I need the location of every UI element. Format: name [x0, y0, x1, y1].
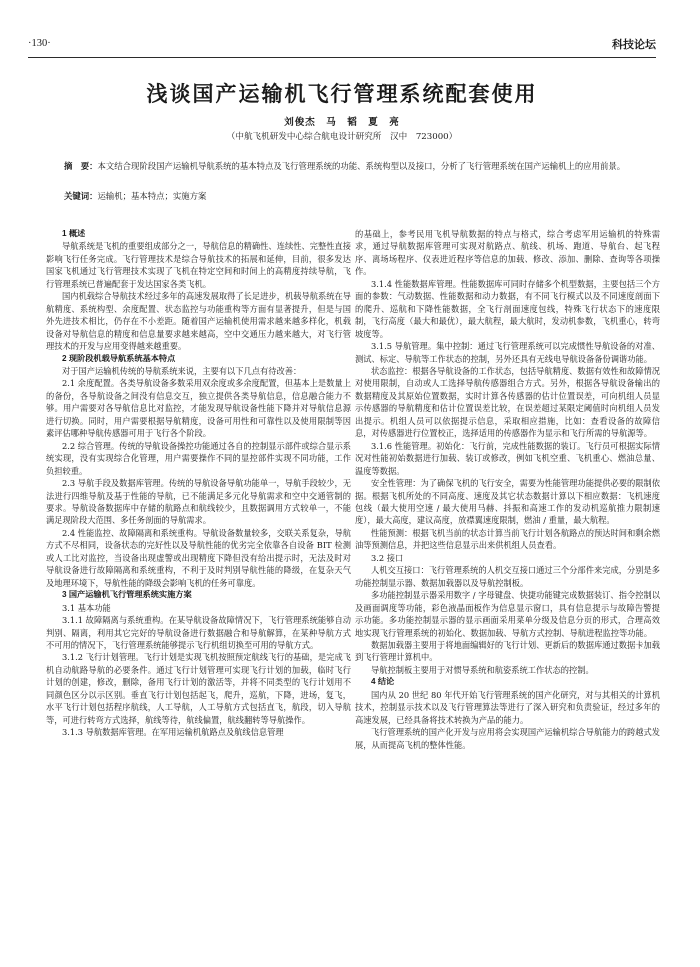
- section-heading: 3 国产运输机飞行管理系统实施方案: [62, 590, 192, 600]
- body-paragraph: 导航控制板主要用于对惯导系统和航姿系统工作状态的控制。: [371, 664, 594, 675]
- page-number: ·130·: [28, 38, 51, 49]
- journal-section-label: 科技论坛: [612, 39, 656, 51]
- body-paragraph: 3.1.6 性能管理。初始化：飞行前，完成性能数据的装订。飞行员可根据实际情况对性能初始数据进行加载、装订或修改，例如飞机空重、飞机重心、燃油总量、温度等数据。: [355, 440, 660, 476]
- body-paragraph: 数据加载器主要用于将地面编辑好的飞行计划、更新后的数据库通过数据卡加载到飞行管理计算机中。: [355, 639, 660, 663]
- body-paragraph: 3.1.5 导航管理。集中控制：通过飞行管理系统可以完成惯性导航设备的对准、测试、标定、导航等工作状态的控制，另外还具有无线电导航设备备份调谐功能。: [355, 341, 660, 364]
- body-paragraph: 安全性管理：为了确保飞机的飞行安全，需要为性能管理功能提供必要的限制依据。根据飞机所处的不同高度、速度及其它状态数据计算以下相应数据：飞机速度包线（最大使用空速 / 最大使用马赫、抖振和高速工作的发动机巡航推力限制速度），最大高度，建议高度，放襟翼速度限制，燃油 / 重量，最大航程。: [355, 478, 660, 526]
- body-paragraph: 多功能控制显示器采用数字 / 字母键盘、快捷功能键完成数据装订、指令控制以及画面调度等功能，彩色液晶面板作为信息显示窗口，具有信息提示与故障告警提示功能。多功能控制显示器的显示画面采用菜单分级及信息分页的形式，合理高效地实现飞行管理系统的初始化、数据加载、导航方式控制、导航进程监控等功能。: [355, 590, 660, 638]
- body-paragraph: 国内从 20 世纪 80 年代开始飞行管理系统的国产化研究，对与其相关的计算机技术，控制显示技术以及飞行管理算法等进行了深入研究和负责验证，经过多年的高速发展，已经具备将技术转换为产品的能力。: [355, 689, 660, 725]
- article-title: 浅谈国产运输机飞行管理系统配套使用: [146, 82, 538, 106]
- section-heading: 4 结论: [371, 677, 395, 687]
- keywords-text: 运输机；基本特点；实施方案: [97, 191, 207, 201]
- body-column-right: [355, 228, 660, 948]
- body-paragraph: 2.1 余度配置。各类导航设备多数采用双余度或多余度配置，但基本上是数量上的备份，各导航设备之间没有信息交互，独立提供各类导航信息，信息融合能力不够。用户需要对各导航信息比对监控，才能发现导航设备性能下降并对导航信息源进行切换。同时，用户需要根据导航精度，设备可用性和可靠性以及使用限制等因素评估哪种导航传感器可用于飞行各个阶段。: [46, 378, 351, 439]
- body-paragraph: 3.1.3 导航数据库管理。在军用运输机航路点及航线信息管理: [62, 727, 284, 738]
- body-paragraph: 人机交互接口：飞行管理系统的人机交互接口通过三个分部件来完成，分别是多功能控制显示器、数据加载器以及导航控制板。: [355, 565, 660, 588]
- body-paragraph: 2.4 性能监控、故障隔离和系统重构。导航设备数量较多，交联关系复杂，导航方式不尽相同，设备状态的完好性以及导航性能的优劣完全依靠各自设备 BIT 检测或人工比对监控，当设备出现虚警或出现精度下降但没有给出提示时，无法及时对导航设备进行故障隔离和系统重构，不利于及时判别导航性能的降级，在复杂天气及地理环境下，导航性能的降级会影响飞机的任务可靠度。: [46, 527, 351, 588]
- body-paragraph: 国内机载综合导航技术经过多年的高速发展取得了长足进步，机载导航系统在导航精度、系统构型、余度配置、状态监控与功能重构等方面有显著提升，但是与国外先进技术相比，仍存在不小差距。随着国产运输机使用需求越来越多样化，机载设备对导航信息的精度和信息量要求越来越高，空中交通压力越来越大，对飞行管理技术的开发与应用变得越来越重要。: [46, 291, 351, 352]
- keywords-label: 关键词：: [64, 191, 98, 201]
- abstract-label: 摘 要：: [64, 161, 98, 171]
- body-paragraph: 对于国产运输机传统的导航系统来说，主要有以下几点有待改善：: [62, 365, 302, 376]
- subsection-heading: 3.1 基本功能: [62, 602, 111, 613]
- body-paragraph: 3.1.1 故障隔离与系统重构。在某导航设备故障情况下，飞行管理系统能够自动判别、隔离，利用其它完好的导航设备进行数据融合和导航解算，在某种导航方式不可用的情况下，飞行管理系统能够提示飞行机组切换至可用的导航方式。: [46, 615, 351, 650]
- running-header: [28, 36, 656, 54]
- body-paragraph: 的基础上，参考民用飞机导航数据的特点与格式，综合考虑军用运输机的特殊需求，通过导航数据库管理可实现对航路点、航线、机场、跑道、导航台、起飞程序、离场场程序、仪表进近程序等信息的加载、修改、添加、删除、查询等各项操作。: [355, 229, 660, 277]
- author-affiliation: （中航飞机研发中心综合航电设计研究所 汉中 723000）: [226, 132, 458, 142]
- subsection-heading: 3.2 接口: [371, 552, 404, 563]
- header-divider: [28, 57, 656, 58]
- body-paragraph: 2.2 综合管理。传统的导航设备操控功能通过各自的控制显示部件或综合显示系统实现，没有实现综合化管理，用户需要操作不同的显控部件实现不同功能，工作负担较重。: [46, 440, 351, 476]
- body-paragraph: 飞行管理系统的国产化开发与应用将会实现国产运输机综合导航能力的跨越式发展，从而提高飞机的整体性能。: [355, 727, 660, 750]
- abstract-text: 本文结合现阶段国产运输机导航系统的基本特点及飞行管理系统的功能、系统构型以及接口，分析了飞行管理系统在国产运输机上的应用前景。: [97, 161, 626, 171]
- keywords: [46, 190, 674, 202]
- body-paragraph: 导航系统是飞机的重要组成部分之一，导航信息的精确性、连续性、完整性直接影响飞行任务完成。飞行管理技术是综合导航技术的拓展和延伸，目前，很多发达国家飞机通过飞行管理技术实现了飞机在特定空间和时间上的高精度持续导航，飞行管理系统已普遍配套于发达国家各类飞机。: [46, 241, 351, 289]
- abstract: [46, 160, 656, 172]
- body-paragraph: 状态监控：根据各导航设备的工作状态，包括导航精度、数据有效性和故障情况对使用限制，自动或人工选择导航传感器组合方式。另外，根据各导航设备输出的数据精度及其原始位置数据，实时计算各传感器的估计位置误差，可向机组人员显示传感器的导航精度和估计位置误差比较，在误差超过某限定阈值时向机组人员发出提示。机组人员可以依据提示信息，采取相应措施，比如：查看设备的故障信息，对传感器进行位置校正，选择适用的传感器作为显示和飞行所需的导航源等。: [355, 365, 660, 439]
- section-heading: 2 现阶段机载导航系统基本特点: [62, 353, 176, 363]
- section-heading: 1 概述: [62, 229, 86, 238]
- body-paragraph: 3.1.4 性能数据库管理。性能数据库可同时存储多个机型数据，主要包括三个方面的参数：气动数据、性能数据和动力数据，有不同飞行模式以及不同速度剖面下的爬升、巡航和下降性能数据，全飞行剖面速度包线，特殊飞行状态下的速度限制，飞行高度（最大和最优），最大航程，最大航时，发动机参数，飞机重心，转弯坡度等。: [355, 278, 660, 339]
- body-paragraph: 性能预测：根据飞机当前的状态计算当前飞行计划各航路点的预达时间和剩余燃油等预测信息，并把这些信息显示出来供机组人员查看。: [355, 527, 660, 551]
- body-paragraph: 3.1.2 飞行计划管理。飞行计划是实现飞机按照预定航线飞行的基础，是完成飞机自动航路导航的必要条件。通过飞行计划管理可实现飞行计划的加载，临时飞行计划的创建，修改，删除，备用飞行计划的激活等，并将不同类型的飞行计划用不同颜色区分以示区别。垂直飞行计划包括起飞，爬升，巡航，下降，进场，复飞，水平飞行计划包括程序航线，人工导航，人工导航方式包括直飞，航段，切入导航等，可进行转弯方式选择，航线等待，航线偏置，航线翻转等导航操作。: [46, 652, 351, 725]
- article-authors: 刘俊杰 马 韬 夏 亮: [284, 117, 400, 128]
- body-column-left: [46, 228, 351, 948]
- body-paragraph: 2.3 导航手段及数据库管理。传统的导航设备导航功能单一，导航手段较少，无法进行四维导航及基于性能的导航，已不能满足多元化导航需求和空中交通管制的要求。导航设备数据库中存储的航路点和航线较少，且数据调用方式较单一，不能满足现阶段大范围、多任务剖面的导航需求。: [46, 478, 351, 526]
